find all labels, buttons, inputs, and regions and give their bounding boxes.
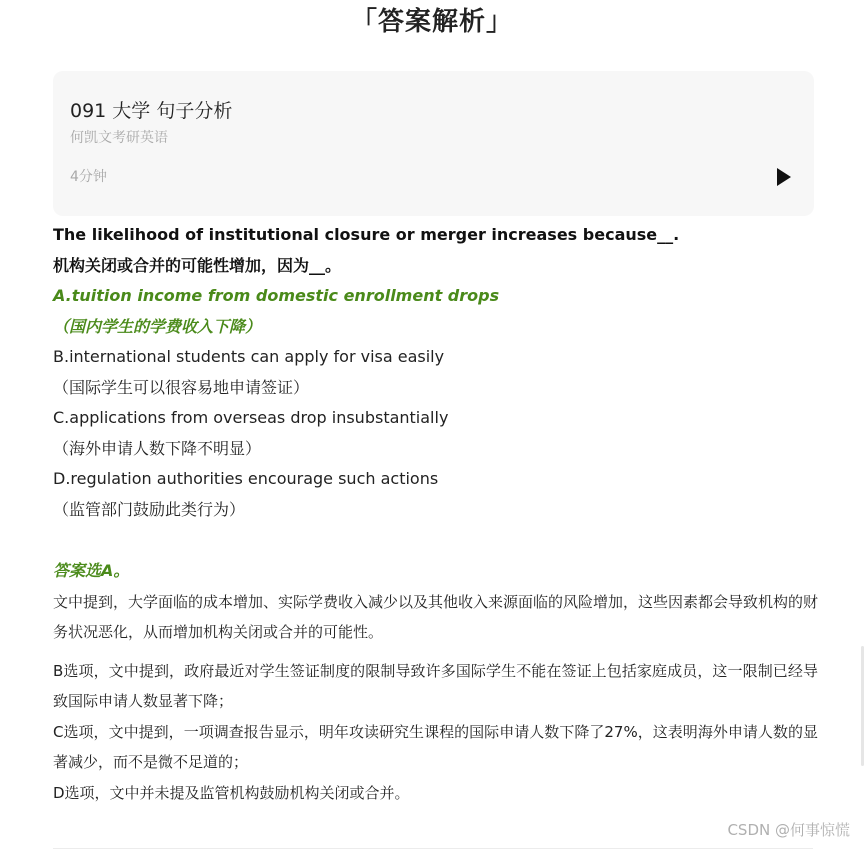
option-b-english: B.international students can apply for visa easily [53,347,445,366]
audio-title: 091 大学 句子分析 [70,100,233,122]
option-b-chinese: （国际学生可以很容易地申请签证） [53,377,310,397]
play-icon [771,166,795,188]
watermark: CSDN @何事惊慌 [727,821,850,839]
analysis-option-d: D选项，文中并未提及监管机构鼓励机构关闭或合并。 [53,783,410,802]
question-chinese: 机构关闭或合并的可能性增加，因为__。 [53,255,342,275]
audio-author: 何凯文考研英语 [70,130,168,146]
spacer [53,648,823,656]
answer-label: 答案选A。 [53,561,130,580]
answer-explanation: 文中提到，大学面临的成本增加、实际学费收入减少以及其他收入来源面临的风险增加，这些因素都会导致机构的财务状况恶化，从而增加机构关闭或合并的可能性。 [53,592,819,641]
option-d-chinese: （监管部门鼓励此类行为） [53,499,246,519]
question-english: The likelihood of institutional closure or merger increases because__. [53,225,680,244]
analysis-option-b: B选项，文中提到，政府最近对学生签证制度的限制导致许多国际学生不能在签证上包括家庭成员，这一限制已经导致国际申请人数显著下降； [53,661,818,710]
option-a-english: A.tuition income from domestic enrollment drops [53,286,500,305]
option-a-chinese: （国内学生的学费收入下降） [53,316,262,336]
audio-duration: 4分钟 [70,169,107,185]
audio-player-card[interactable] [53,71,814,216]
option-c-chinese: （海外申请人数下降不明显） [53,438,262,458]
spacer [53,525,823,556]
page-title: 「答案解析」 [350,7,513,37]
option-c-english: C.applications from overseas drop insubstantially [53,408,449,427]
analysis-option-c: C选项，文中提到，一项调查报告显示，明年攻读研究生课程的国际申请人数下降了27%，这表明海外申请人数的显著减少，而不是微不足道的； [53,722,818,771]
answer-content [53,220,823,808]
option-d-english: D.regulation authorities encourage such actions [53,469,439,488]
play-button[interactable] [771,166,795,188]
